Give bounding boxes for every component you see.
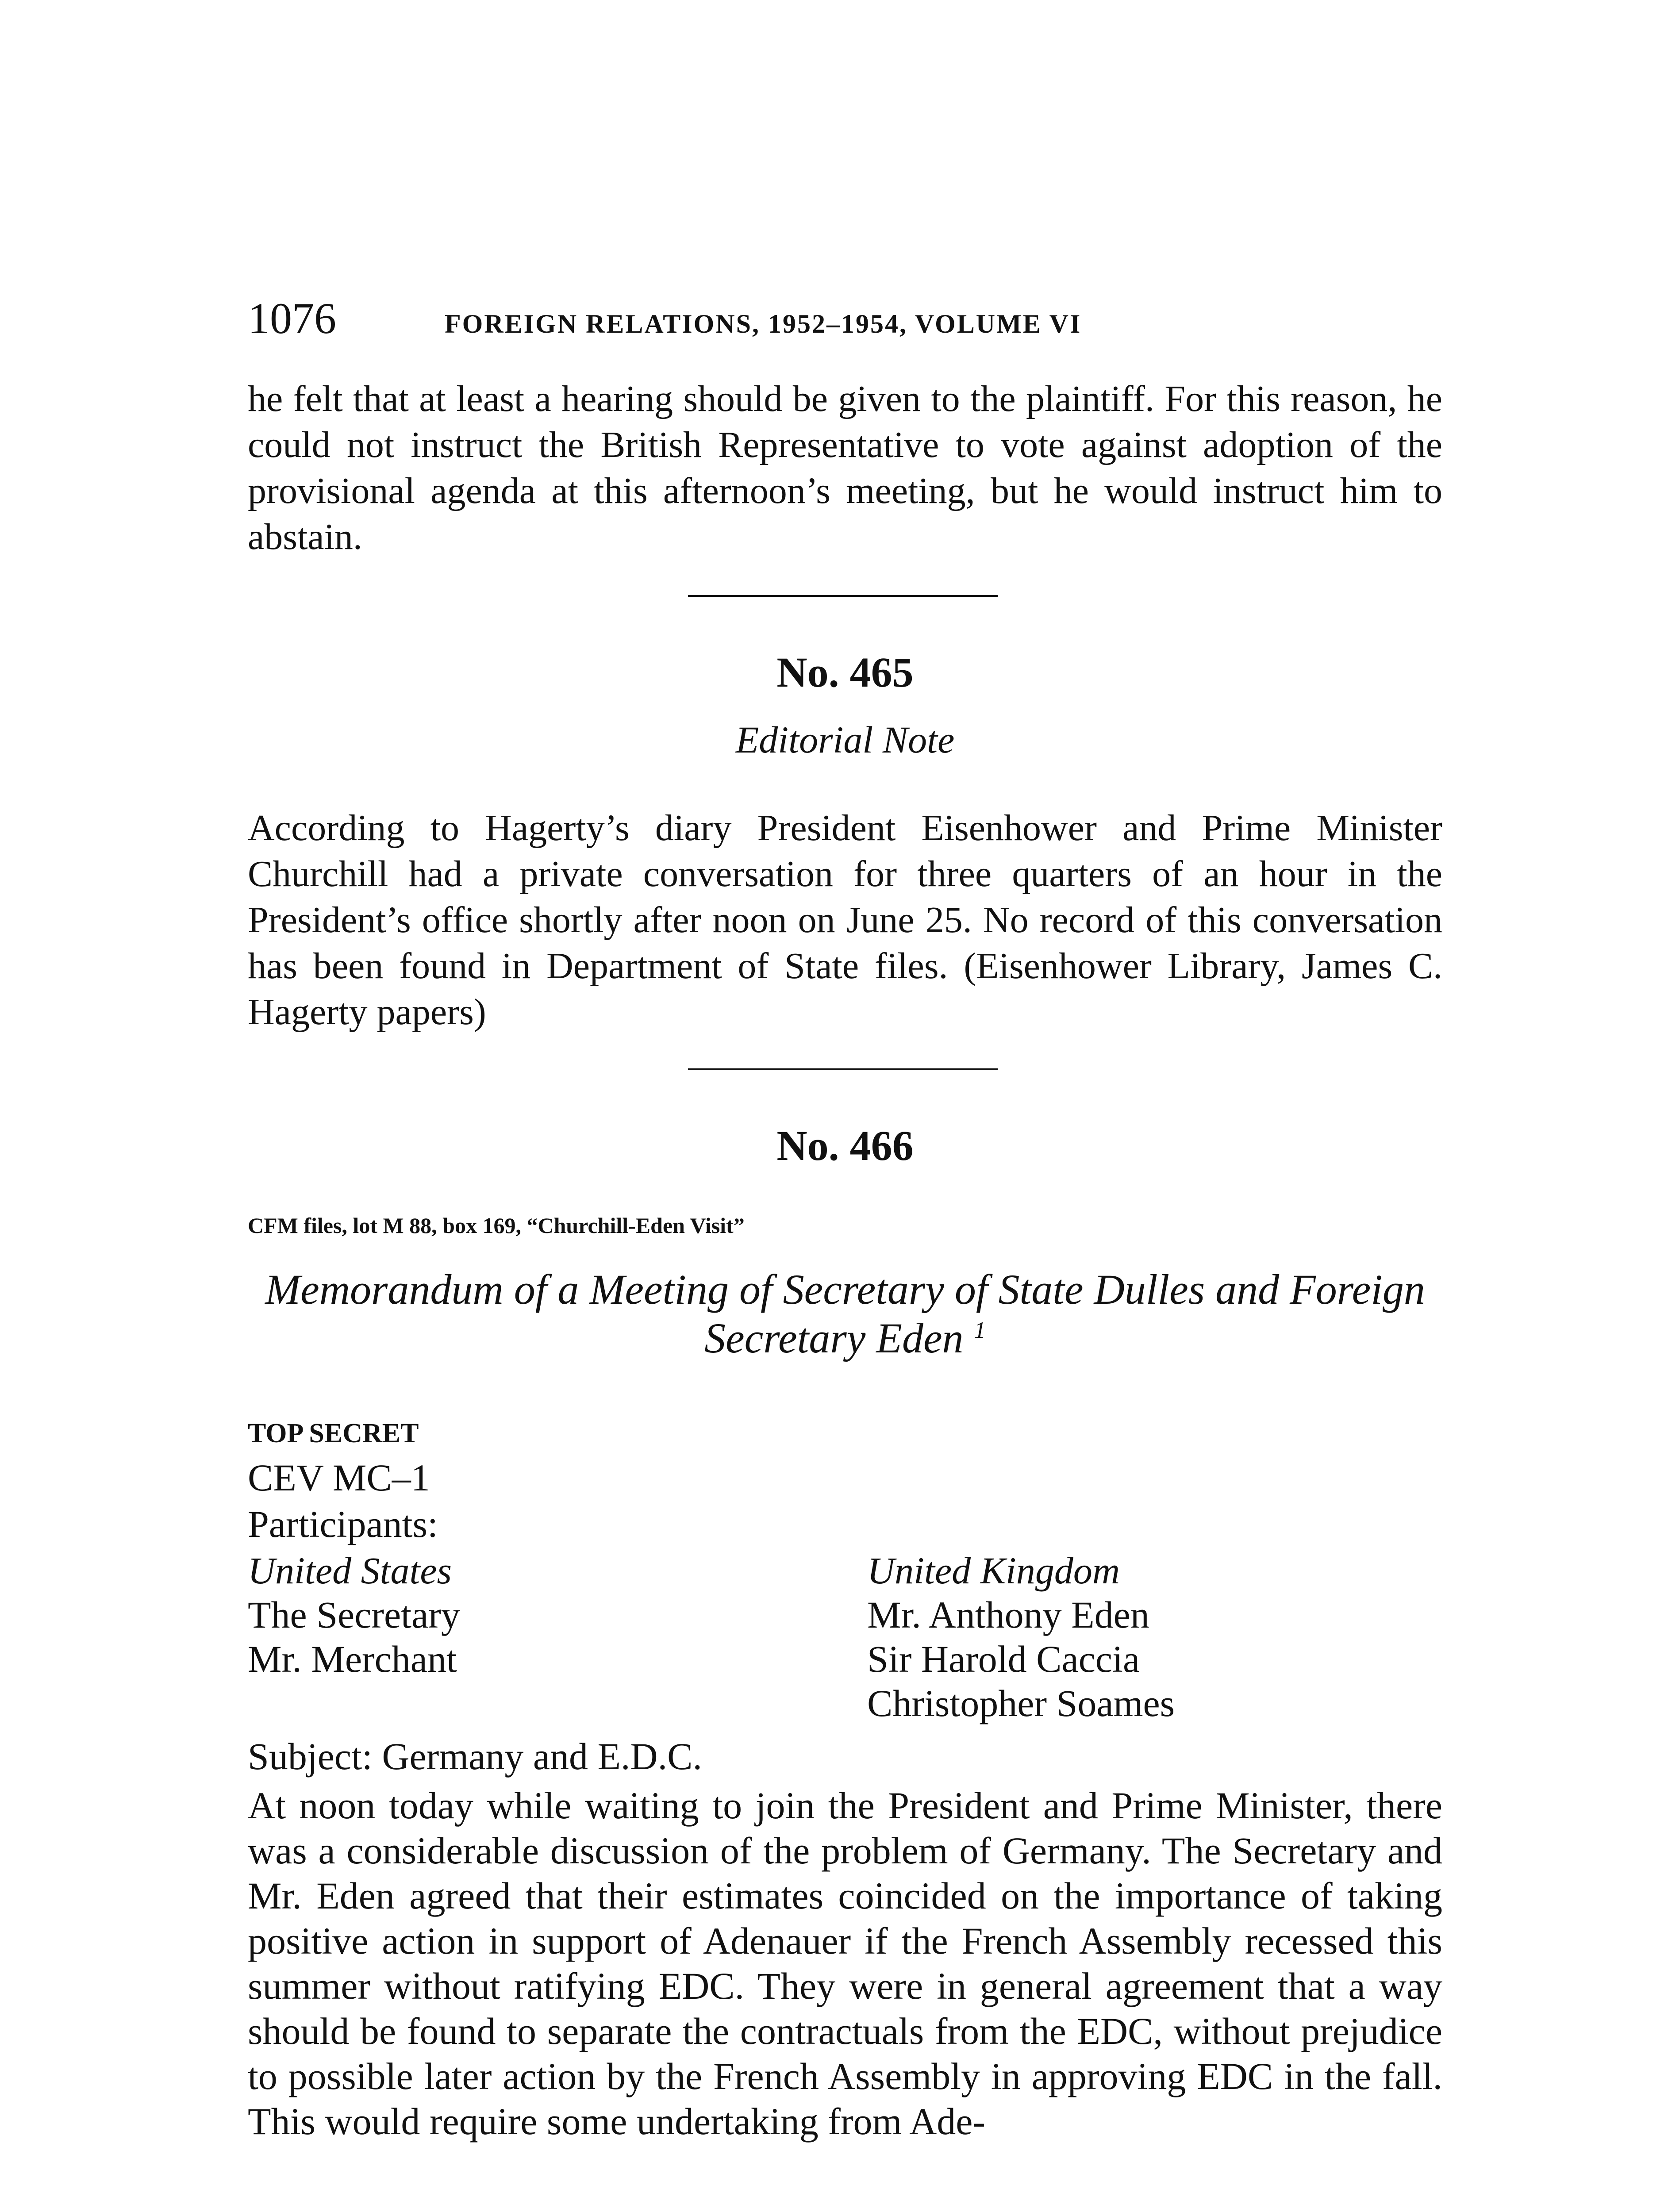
uk-participant: Sir Harold Caccia — [867, 1638, 1140, 1680]
uk-label: United Kingdom — [867, 1549, 1120, 1592]
running-head: FOREIGN RELATIONS, 1952–1954, VOLUME VI — [445, 309, 1082, 338]
doc-466-source: CFM files, lot M 88, box 169, “Churchill-Eden Visit” — [248, 1213, 745, 1238]
doc-466-title-line2-wrap — [248, 1314, 1442, 1363]
footnote-marker: 1 — [974, 1317, 986, 1343]
doc-465-title: Editorial Note — [735, 718, 955, 761]
continuation-paragraph — [248, 376, 1442, 560]
uk-participant: Mr. Anthony Eden — [867, 1594, 1149, 1636]
memo-body — [248, 1783, 1442, 2144]
page-header — [248, 292, 1442, 345]
doc-466-title-line2: Secretary Eden — [704, 1314, 964, 1362]
us-participant: Mr. Merchant — [248, 1638, 457, 1680]
us-label: United States — [248, 1549, 452, 1592]
page-number: 1076 — [248, 294, 336, 343]
doc-465-text: According to Hagerty’s diary President Eisenhower and Prime Minister Churchill had a private conversation for three quarters of an hour in the President’s office shortly after noon on June 25. No record of this conversation has been found in Department of State files. (Eisenhower Library, James C. Hagerty papers) — [248, 807, 1442, 1033]
us-participant: The Secretary — [248, 1594, 460, 1636]
uk-participant: Christopher Soames — [867, 1682, 1175, 1724]
doc-466-number: No. 466 — [776, 1122, 914, 1169]
subject-line: Subject: Germany and E.D.C. — [248, 1735, 703, 1778]
doc-465-number: No. 465 — [776, 649, 914, 696]
doc-466-title — [248, 1265, 1442, 1363]
classification-label: TOP SECRET — [248, 1418, 419, 1448]
continuation-text: he felt that at least a hearing should be given to the plaintiff. For this reason, he could not instruct the British Representative to vote against adoption of the provisional agenda at this afternoon’s meeting, but he would instruct him to abstain. — [248, 378, 1442, 557]
doc-466-title-line1: Memorandum of a Meeting of Secretary of State Dulles and Foreign — [265, 1266, 1425, 1313]
participants-label: Participants: — [248, 1503, 438, 1545]
section-divider — [688, 595, 998, 597]
doc-465-paragraph — [248, 805, 1442, 1035]
memo-body-text: At noon today while waiting to join the President and Prime Minister, there was a considerable discussion of the problem of Germany. The Secretary and Mr. Eden agreed that their estimates coincided on the importance of taking positive action in support of Adenauer if the French Assembly recessed this summer without ratifying EDC. They were in general agreement that a way should be found to separate the contractuals from the EDC, without prejudice to possible later action by the French Assembly in approving EDC in the fall. This would require some undertaking from Ade- — [248, 1784, 1442, 2143]
doc-id: CEV MC–1 — [248, 1456, 430, 1499]
section-divider — [688, 1068, 998, 1070]
